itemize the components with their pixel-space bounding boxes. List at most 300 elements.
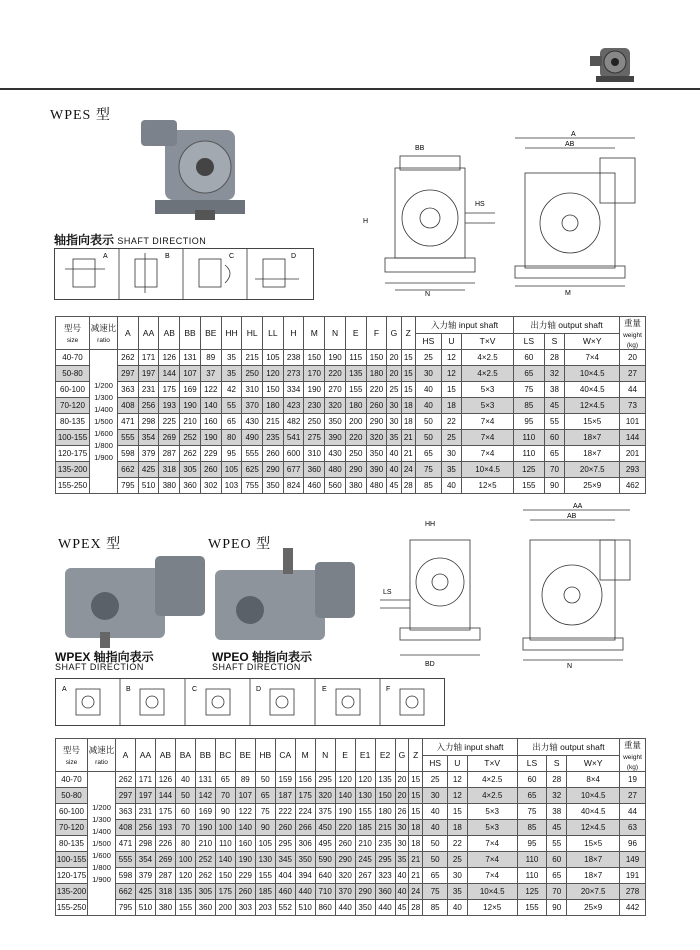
table-cell: 35	[441, 462, 461, 478]
wpes-table-body	[56, 350, 646, 494]
table-cell: 15	[401, 366, 415, 382]
table-cell: 50	[423, 836, 448, 852]
table-cell: 555	[116, 852, 136, 868]
table-cell: 65	[423, 868, 448, 884]
table-cell: 197	[138, 366, 159, 382]
table-cell: 22	[448, 836, 467, 852]
table-cell: 450	[315, 820, 335, 836]
table-cell: 45	[387, 478, 401, 494]
dir-letter-b: B	[165, 253, 170, 260]
table-cell: 101	[620, 414, 646, 430]
dir-letter-c: C	[229, 253, 235, 260]
table-cell: 363	[116, 804, 136, 820]
table-cell: 175	[215, 884, 235, 900]
svg-text:C: C	[192, 686, 198, 693]
wpeo-shaft-direction-diagram	[55, 678, 445, 726]
table-row	[56, 366, 646, 382]
table-cell: 95	[514, 414, 544, 430]
table-cell: 256	[135, 820, 155, 836]
size-cell: 120-175	[56, 868, 88, 884]
table-cell: 18	[409, 820, 423, 836]
table-cell: 15	[401, 382, 415, 398]
table-cell: 18	[401, 414, 415, 430]
wpeo-side-drawing	[505, 500, 645, 670]
size-header: 型号 size	[56, 317, 90, 350]
table-cell: 252	[180, 430, 201, 446]
table-cell: 20	[395, 788, 409, 804]
table-cell: 30	[448, 868, 467, 884]
table-cell: 262	[195, 868, 215, 884]
table-cell: 318	[155, 884, 175, 900]
table-cell: 298	[135, 836, 155, 852]
table-cell: 30	[423, 788, 448, 804]
svg-text:A: A	[571, 131, 576, 138]
size-header: 型号 size	[56, 739, 88, 772]
table-cell: 260	[366, 398, 387, 414]
table-cell: 231	[135, 804, 155, 820]
table-cell: 10×4.5	[565, 366, 620, 382]
table-cell: 290	[345, 462, 366, 478]
table-cell: 60	[514, 350, 544, 366]
table-cell: 73	[620, 398, 646, 414]
table-cell: 40	[415, 398, 441, 414]
table-cell: 20	[395, 772, 409, 788]
table-cell: 20×7.5	[565, 462, 620, 478]
table-cell: 155	[255, 868, 275, 884]
table-row	[56, 772, 646, 788]
table-cell: 25	[448, 852, 467, 868]
table-cell: 171	[135, 772, 155, 788]
table-cell: 462	[620, 478, 646, 494]
table-cell: 260	[335, 836, 355, 852]
table-cell: 35	[221, 366, 242, 382]
svg-text:D: D	[256, 686, 262, 693]
size-cell: 50-80	[56, 788, 88, 804]
table-cell: 24	[409, 884, 423, 900]
table-cell: 598	[116, 868, 136, 884]
table-cell: 215	[263, 414, 284, 430]
table-cell: 471	[116, 836, 136, 852]
table-cell: 4×2.5	[461, 366, 513, 382]
table-cell: 171	[138, 350, 159, 366]
table-cell: 40	[395, 884, 409, 900]
table-cell: 25	[415, 350, 441, 366]
table-cell: 224	[295, 804, 315, 820]
table-cell: 252	[195, 852, 215, 868]
table-cell: 27	[620, 788, 646, 804]
table-cell: 65	[255, 788, 275, 804]
table-cell: 7×4	[565, 350, 620, 366]
table-cell: 44	[620, 382, 646, 398]
wpeo-title: WPEO 型	[208, 537, 272, 552]
table-cell: 65	[221, 414, 242, 430]
size-cell: 120-175	[56, 446, 90, 462]
table-cell: 131	[180, 350, 201, 366]
table-cell: 408	[118, 398, 139, 414]
table-cell: 197	[135, 788, 155, 804]
table-cell: 18×7	[565, 446, 620, 462]
table-cell: 55	[221, 398, 242, 414]
table-cell: 18	[409, 836, 423, 852]
size-cell: 135-200	[56, 462, 90, 478]
table-cell: 38	[547, 804, 567, 820]
table-cell: 795	[118, 478, 139, 494]
table-cell: 110	[517, 852, 546, 868]
table-cell: 45	[395, 900, 409, 916]
table-cell: 30	[387, 398, 401, 414]
wpex-product-photo	[55, 548, 215, 648]
table-cell: 215	[375, 820, 395, 836]
svg-text:E: E	[322, 686, 327, 693]
table-cell: 190	[195, 820, 215, 836]
table-cell: 380	[159, 478, 180, 494]
table-cell: 267	[355, 868, 375, 884]
table-cell: 510	[138, 478, 159, 494]
table-cell: 125	[517, 884, 546, 900]
table-cell: 640	[315, 868, 335, 884]
table-cell: 169	[180, 382, 201, 398]
table-cell: 35	[395, 852, 409, 868]
table-cell: 310	[304, 446, 325, 462]
table-cell: 590	[315, 852, 335, 868]
table-cell: 266	[295, 820, 315, 836]
table-cell: 350	[263, 478, 284, 494]
table-cell: 287	[155, 868, 175, 884]
table-row	[56, 804, 646, 820]
table-cell: 4×2.5	[467, 788, 517, 804]
table-cell: 140	[335, 788, 355, 804]
svg-text:HS: HS	[475, 201, 485, 208]
table-cell: 245	[355, 852, 375, 868]
table-cell: 440	[375, 900, 395, 916]
table-cell: 191	[620, 868, 646, 884]
table-cell: 103	[221, 478, 242, 494]
table-cell: 120	[335, 772, 355, 788]
table-cell: 193	[159, 398, 180, 414]
table-cell: 126	[155, 772, 175, 788]
table-cell: 126	[159, 350, 180, 366]
table-cell: 305	[180, 462, 201, 478]
table-cell: 155	[355, 804, 375, 820]
wpeo-product-photo	[205, 548, 365, 648]
svg-text:AB: AB	[565, 141, 575, 148]
table-cell: 50	[415, 414, 441, 430]
table-cell: 200	[215, 900, 235, 916]
table-cell: 40	[387, 462, 401, 478]
table-cell: 12×4.5	[567, 820, 620, 836]
ratio-cell: 1/200 1/300 1/400 1/500 1/600 1/800 1/900	[88, 772, 116, 916]
table-cell: 80	[175, 836, 195, 852]
table-cell: 26	[395, 804, 409, 820]
table-cell: 125	[514, 462, 544, 478]
table-cell: 323	[375, 868, 395, 884]
table-cell: 320	[335, 868, 355, 884]
table-cell: 20	[387, 350, 401, 366]
table-cell: 40	[423, 820, 448, 836]
table-cell: 63	[620, 820, 646, 836]
table-cell: 390	[325, 430, 346, 446]
table-cell: 273	[283, 366, 304, 382]
table-cell: 35	[448, 884, 467, 900]
size-cell: 80-135	[56, 414, 90, 430]
table-cell: 380	[155, 900, 175, 916]
table-cell: 110	[517, 868, 546, 884]
table-cell: 130	[355, 788, 375, 804]
ratio-cell: 1/200 1/300 1/400 1/500 1/600 1/800 1/900	[90, 350, 118, 494]
table-cell: 256	[138, 398, 159, 414]
table-cell: 442	[620, 900, 646, 916]
table-cell: 210	[355, 836, 375, 852]
table-cell: 160	[200, 414, 221, 430]
table-cell: 100	[215, 820, 235, 836]
table-cell: 210	[195, 836, 215, 852]
ratio-header: 减速比 ratio	[88, 739, 116, 772]
table-cell: 40	[441, 478, 461, 494]
svg-text:A: A	[62, 686, 67, 693]
table-cell: 350	[295, 852, 315, 868]
table-row	[56, 446, 646, 462]
size-cell: 155-250	[56, 478, 90, 494]
table-cell: 303	[235, 900, 255, 916]
output-shaft-header: 出力轴 output shaft	[514, 317, 620, 334]
table-cell: 32	[544, 366, 565, 382]
wpes-side-drawing	[505, 128, 645, 298]
table-cell: 230	[304, 398, 325, 414]
svg-text:H: H	[363, 218, 369, 225]
svg-text:BD: BD	[425, 661, 435, 668]
table-cell: 70	[544, 462, 565, 478]
table-cell: 169	[195, 804, 215, 820]
table-cell: 250	[345, 446, 366, 462]
table-cell: 262	[116, 772, 136, 788]
table-cell: 18×7	[567, 852, 620, 868]
table-cell: 24	[401, 462, 415, 478]
table-cell: 290	[366, 414, 387, 430]
table-cell: 360	[304, 462, 325, 478]
table-cell: 45	[547, 820, 567, 836]
input-shaft-header: 入力轴 input shaft	[423, 739, 518, 756]
table-cell: 15	[409, 804, 423, 820]
table-cell: 105	[255, 836, 275, 852]
table-cell: 21	[409, 852, 423, 868]
table-cell: 30	[415, 366, 441, 382]
table-cell: 510	[295, 900, 315, 916]
wpes-shaft-label-cn: 轴指向表示 SHAFT DIRECTION	[54, 233, 207, 247]
table-cell: 215	[242, 350, 263, 366]
table-cell: 185	[355, 820, 375, 836]
table-cell: 150	[263, 382, 284, 398]
table-cell: 107	[180, 366, 201, 382]
svg-text:AB: AB	[567, 513, 577, 520]
table-cell: 60	[547, 852, 567, 868]
table-cell: 37	[200, 366, 221, 382]
table-cell: 250	[304, 414, 325, 430]
table-cell: 345	[275, 852, 295, 868]
wpeo-table-body	[56, 772, 646, 916]
table-cell: 65	[215, 772, 235, 788]
table-row	[56, 430, 646, 446]
table-cell: 260	[200, 462, 221, 478]
table-cell: 175	[159, 382, 180, 398]
table-cell: 190	[304, 382, 325, 398]
table-cell: 21	[401, 446, 415, 462]
table-cell: 7×4	[467, 868, 517, 884]
table-cell: 149	[620, 852, 646, 868]
table-cell: 10×4.5	[467, 884, 517, 900]
table-cell: 408	[116, 820, 136, 836]
svg-text:F: F	[386, 686, 391, 693]
table-cell: 89	[235, 772, 255, 788]
table-cell: 75	[517, 804, 546, 820]
wpes-product-photo	[135, 112, 253, 224]
table-cell: 70	[175, 820, 195, 836]
table-cell: 710	[315, 884, 335, 900]
table-cell: 460	[304, 478, 325, 494]
table-cell: 293	[620, 462, 646, 478]
table-cell: 18	[401, 398, 415, 414]
table-cell: 60	[517, 772, 546, 788]
output-shaft-header: 出力轴 output shaft	[517, 739, 619, 756]
table-cell: 15×5	[567, 836, 620, 852]
table-cell: 65	[544, 446, 565, 462]
table-cell: 229	[200, 446, 221, 462]
table-cell: 425	[138, 462, 159, 478]
table-cell: 115	[345, 350, 366, 366]
table-cell: 222	[275, 804, 295, 820]
table-cell: 190	[180, 398, 201, 414]
table-cell: 155	[345, 382, 366, 398]
table-cell: 180	[345, 398, 366, 414]
table-cell: 28	[401, 478, 415, 494]
table-cell: 363	[118, 382, 139, 398]
table-row	[56, 820, 646, 836]
svg-text:N: N	[567, 663, 573, 670]
table-cell: 541	[283, 430, 304, 446]
table-cell: 8×4	[567, 772, 620, 788]
table-cell: 135	[175, 884, 195, 900]
table-cell: 65	[514, 366, 544, 382]
table-cell: 100	[175, 852, 195, 868]
table-cell: 306	[295, 836, 315, 852]
table-cell: 238	[283, 350, 304, 366]
table-cell: 334	[283, 382, 304, 398]
table-cell: 190	[200, 430, 221, 446]
wpeo-shaft-label-en: SHAFT DIRECTION	[212, 662, 301, 672]
table-cell: 260	[235, 884, 255, 900]
table-row	[56, 868, 646, 884]
table-cell: 40	[423, 804, 448, 820]
table-cell: 142	[195, 788, 215, 804]
table-cell: 350	[325, 414, 346, 430]
table-cell: 370	[335, 884, 355, 900]
table-cell: 260	[263, 446, 284, 462]
table-cell: 295	[375, 852, 395, 868]
table-cell: 40×4.5	[567, 804, 620, 820]
table-cell: 15	[401, 350, 415, 366]
table-cell: 390	[366, 462, 387, 478]
table-cell: 354	[138, 430, 159, 446]
table-cell: 122	[235, 804, 255, 820]
table-cell: 70	[547, 884, 567, 900]
svg-text:LS: LS	[383, 589, 392, 596]
table-row	[56, 900, 646, 916]
table-cell: 305	[195, 884, 215, 900]
dir-letter-d: D	[291, 253, 297, 260]
table-cell: 190	[335, 804, 355, 820]
wpes-front-drawing	[355, 128, 505, 298]
table-row	[56, 478, 646, 494]
table-row	[56, 398, 646, 414]
table-cell: 28	[409, 900, 423, 916]
table-cell: 25×9	[567, 900, 620, 916]
table-cell: 12	[448, 788, 467, 804]
table-cell: 598	[118, 446, 139, 462]
table-row	[56, 884, 646, 900]
table-cell: 354	[135, 852, 155, 868]
table-cell: 175	[155, 804, 175, 820]
wpex-shaft-label-en: SHAFT DIRECTION	[55, 662, 144, 672]
table-cell: 10×4.5	[461, 462, 513, 478]
wpes-title: WPES 型	[50, 108, 111, 123]
table-cell: 5×3	[467, 804, 517, 820]
table-cell: 250	[242, 366, 263, 382]
input-shaft-header: 入力轴 input shaft	[415, 317, 513, 334]
table-cell: 25×9	[565, 478, 620, 494]
table-cell: 159	[275, 772, 295, 788]
gear-reducer-icon	[586, 38, 638, 86]
table-cell: 275	[304, 430, 325, 446]
dir-letter-a: A	[103, 253, 108, 260]
table-cell: 20	[387, 366, 401, 382]
table-cell: 4×2.5	[461, 350, 513, 366]
size-cell: 50-80	[56, 366, 90, 382]
table-cell: 135	[345, 366, 366, 382]
table-cell: 795	[116, 900, 136, 916]
table-cell: 425	[135, 884, 155, 900]
table-cell: 295	[275, 836, 295, 852]
table-cell: 85	[423, 900, 448, 916]
table-cell: 144	[159, 366, 180, 382]
header-rule	[0, 88, 700, 90]
table-cell: 140	[215, 852, 235, 868]
table-cell: 5×3	[467, 820, 517, 836]
table-cell: 105	[221, 462, 242, 478]
table-cell: 22	[441, 414, 461, 430]
table-cell: 262	[118, 350, 139, 366]
size-cell: 40-70	[56, 350, 90, 366]
svg-text:B: B	[126, 686, 131, 693]
table-cell: 260	[275, 820, 295, 836]
table-cell: 460	[275, 884, 295, 900]
table-cell: 480	[325, 462, 346, 478]
table-cell: 220	[345, 430, 366, 446]
table-cell: 190	[235, 852, 255, 868]
table-cell: 5×3	[461, 382, 513, 398]
table-cell: 7×4	[461, 446, 513, 462]
table-cell: 95	[517, 836, 546, 852]
table-cell: 25	[387, 382, 401, 398]
table-cell: 120	[355, 772, 375, 788]
table-cell: 12	[448, 772, 467, 788]
table-cell: 130	[255, 852, 275, 868]
table-cell: 20	[620, 350, 646, 366]
table-cell: 65	[547, 868, 567, 884]
table-cell: 269	[155, 852, 175, 868]
table-cell: 35	[221, 350, 242, 366]
table-cell: 210	[180, 414, 201, 430]
table-cell: 193	[155, 820, 175, 836]
table-cell: 220	[366, 382, 387, 398]
